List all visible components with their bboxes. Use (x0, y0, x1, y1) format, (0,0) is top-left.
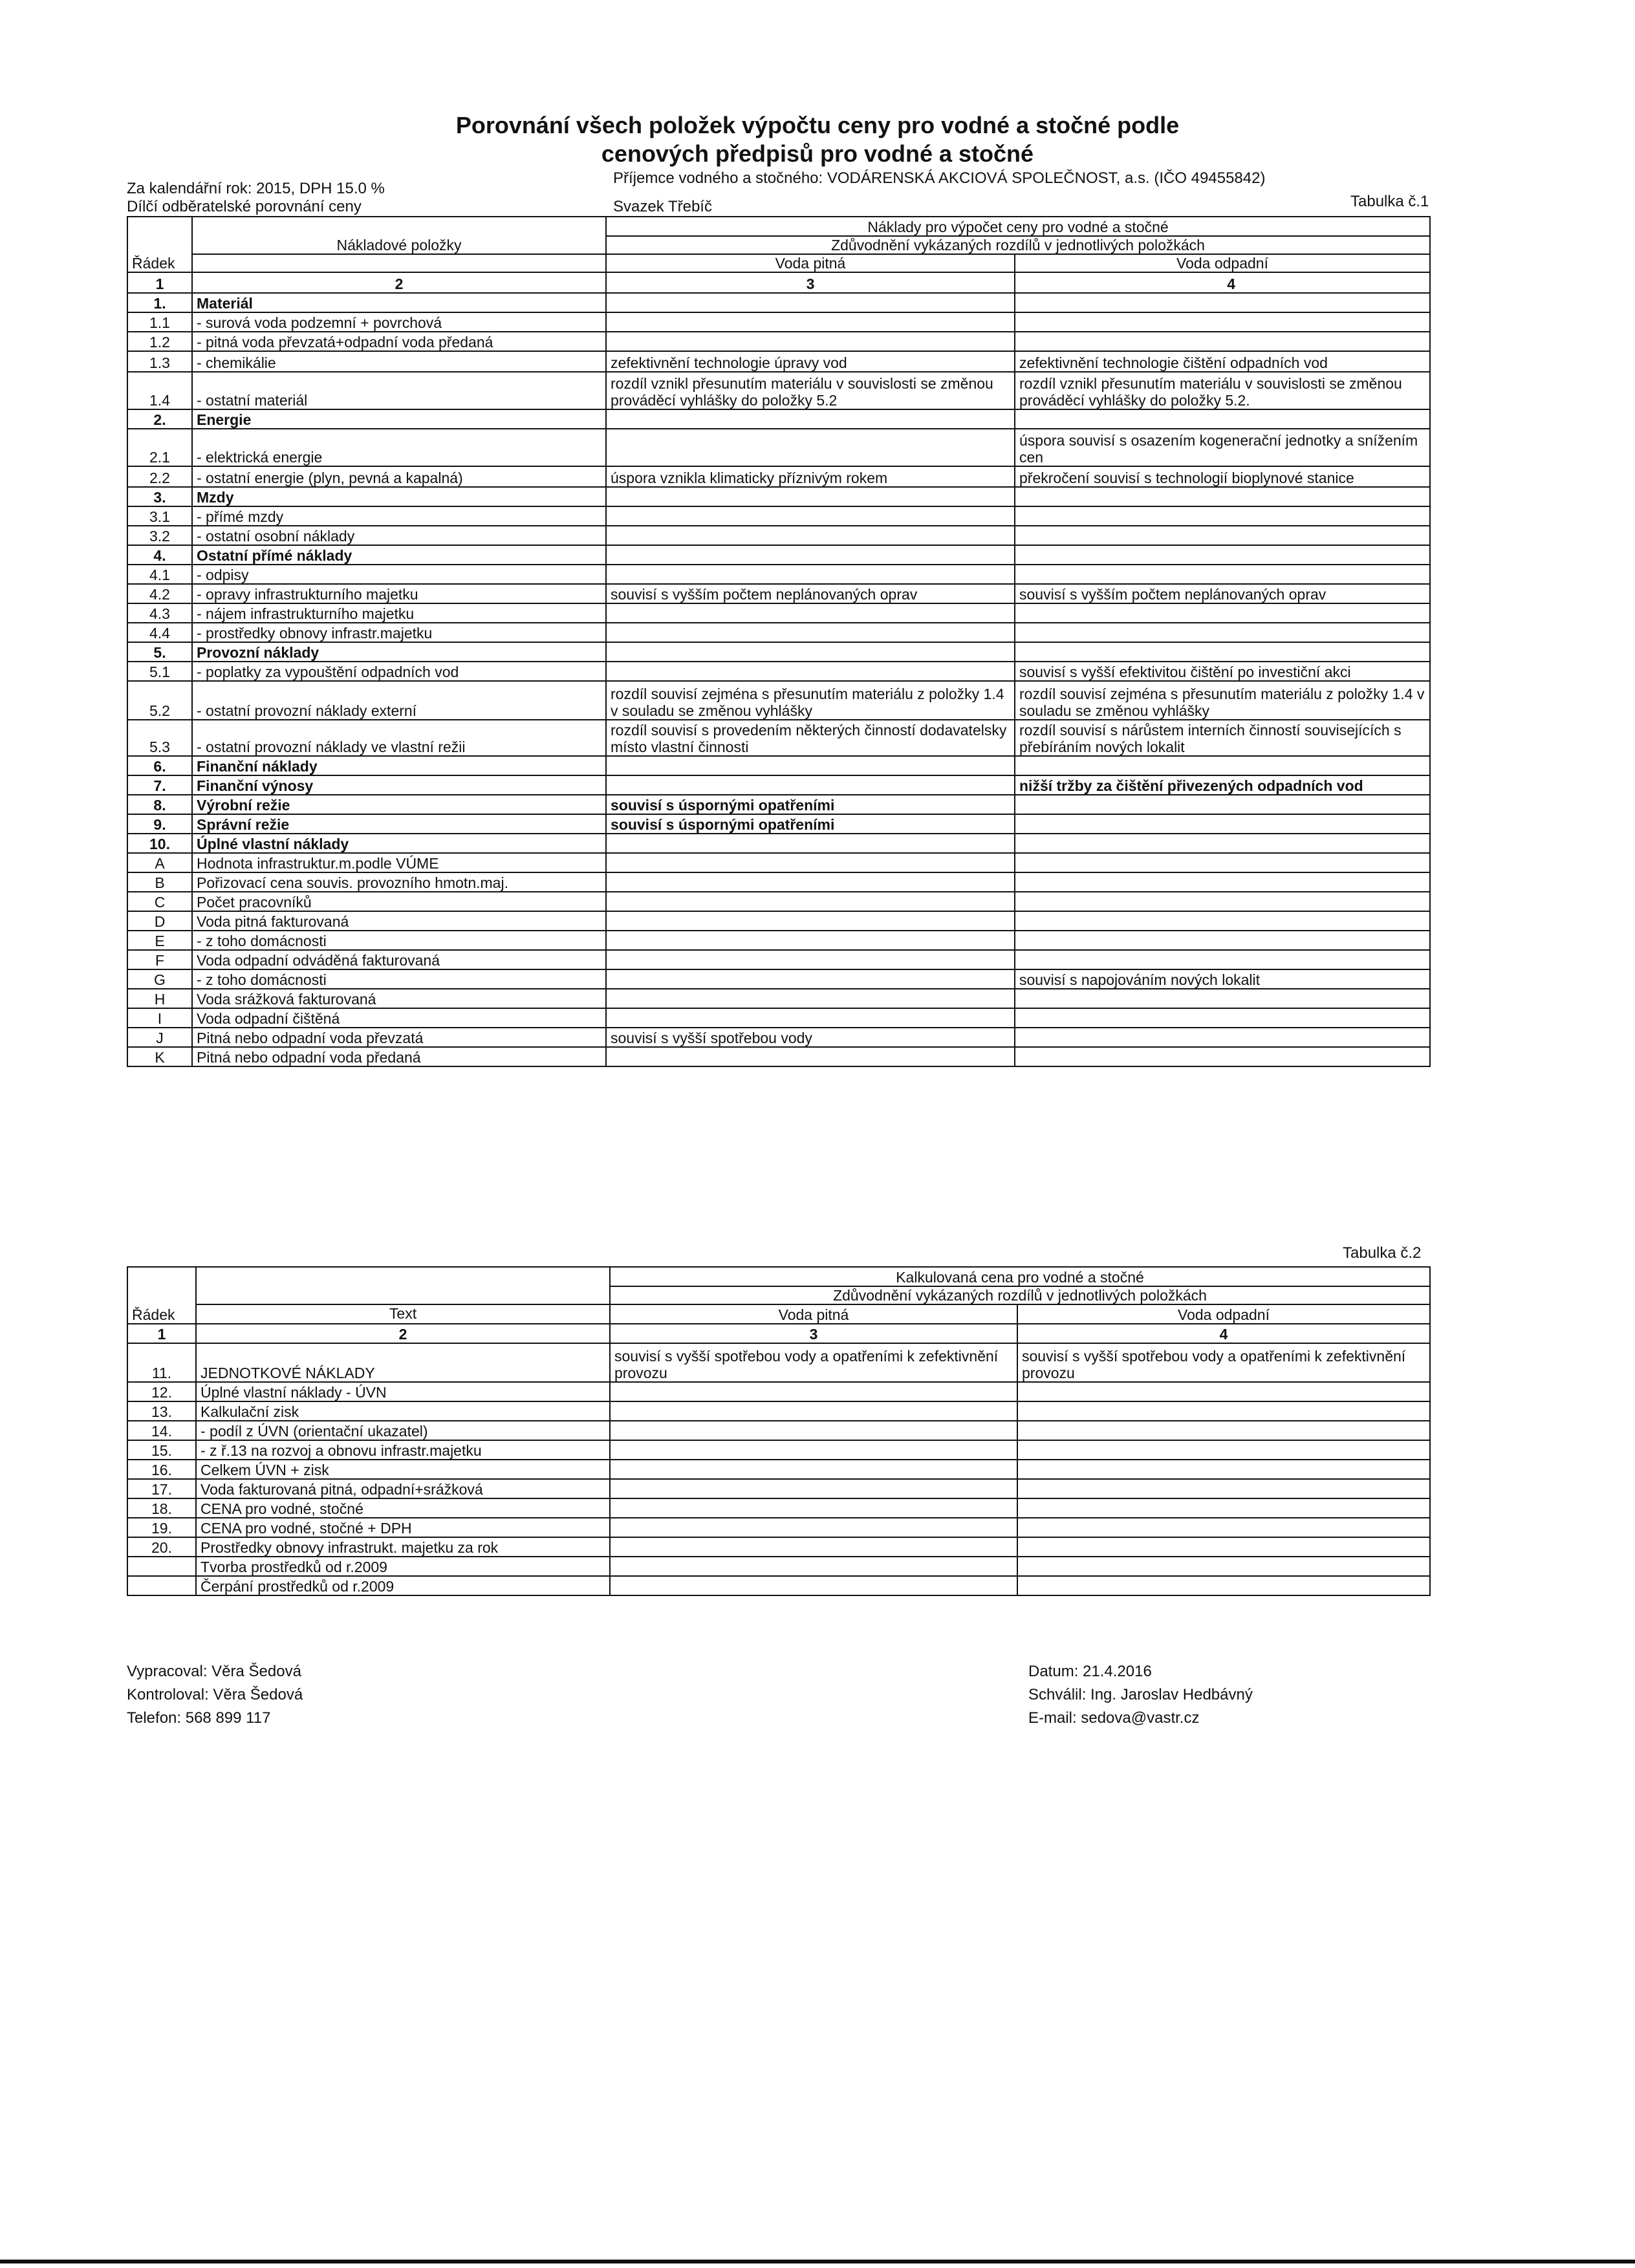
row-label: Voda srážková fakturovaná (192, 989, 606, 1008)
row-label: - z toho domácnosti (192, 969, 606, 989)
row-label: - chemikálie (192, 351, 606, 372)
reason-pitna (606, 603, 1015, 623)
table-row (127, 1537, 1430, 1557)
row-number: 1.3 (127, 351, 192, 372)
cost-items-table (127, 216, 1431, 1067)
table-row (127, 911, 1430, 931)
row-header-cell (127, 217, 192, 272)
reason-odpadni: souvisí s napojováním nových lokalit (1015, 969, 1430, 989)
row-number: 5.3 (127, 720, 192, 756)
reason-odpadni (1015, 872, 1430, 892)
table-row (127, 662, 1430, 681)
row-label: - elektrická energie (192, 429, 606, 466)
reason-pitna: zefektivnění technologie úpravy vod (606, 351, 1015, 372)
row-label: Voda fakturovaná pitná, odpadní+srážková (196, 1479, 610, 1498)
row-label: - přímé mzdy (192, 506, 606, 526)
row-header: Řádek (132, 255, 175, 272)
row-label: Finanční výnosy (192, 775, 606, 795)
row-number: 5. (127, 642, 192, 662)
reason-pitna (610, 1440, 1017, 1460)
row-header: Řádek (132, 1306, 175, 1323)
table-row (127, 487, 1430, 506)
table1-label: Tabulka č.1 (1350, 193, 1429, 210)
row-label: - opravy infrastrukturního majetku (192, 584, 606, 603)
table-row (127, 429, 1430, 466)
items-header-blank (192, 254, 606, 272)
recipient: Příjemce vodného a stočného: VODÁRENSKÁ AKCIOVÁ SPOLEČNOST, a.s. (IČO 49455842) (613, 169, 1266, 187)
row-label: Výrobní režie (192, 795, 606, 814)
reason-odpadni (1017, 1382, 1430, 1401)
row-label: Pitná nebo odpadní voda předaná (192, 1047, 606, 1066)
reason-pitna (606, 969, 1015, 989)
col-number-2: 2 (192, 272, 606, 293)
reason-odpadni: souvisí s vyšším počtem neplánovaných oprav (1015, 584, 1430, 603)
row-number: C (127, 892, 192, 911)
row-number: 15. (127, 1440, 196, 1460)
approved-by: Schválil: Ing. Jaroslav Hedbávný (1028, 1686, 1253, 1703)
reason-odpadni (1015, 1047, 1430, 1066)
table-row (127, 506, 1430, 526)
row-label: Mzdy (192, 487, 606, 506)
reason-pitna (606, 429, 1015, 466)
reason-pitna (610, 1421, 1017, 1440)
email: E-mail: sedova@vastr.cz (1028, 1709, 1200, 1727)
reason-odpadni (1015, 834, 1430, 853)
reason-pitna (610, 1576, 1017, 1595)
reason-odpadni (1017, 1518, 1430, 1537)
reason-odpadni (1015, 623, 1430, 642)
reason-pitna (606, 332, 1015, 351)
reason-odpadni (1017, 1537, 1430, 1557)
row-label: JEDNOTKOVÉ NÁKLADY (196, 1343, 610, 1382)
reason-odpadni: úspora souvisí s osazením kogenerační jednotky a snížením cen (1015, 429, 1430, 466)
table-row (127, 931, 1430, 950)
table-row (127, 1498, 1430, 1518)
row-number: 14. (127, 1421, 196, 1440)
reason-pitna (606, 565, 1015, 584)
table-row (127, 409, 1430, 429)
table-row (127, 1028, 1430, 1047)
table-row (127, 351, 1430, 372)
reason-odpadni (1015, 931, 1430, 950)
table-row (127, 872, 1430, 892)
row-label: Voda odpadní odváděná fakturovaná (192, 950, 606, 969)
table-row (127, 1047, 1430, 1066)
reason-pitna (610, 1498, 1017, 1518)
reason-odpadni (1015, 911, 1430, 931)
reason-odpadni (1017, 1460, 1430, 1479)
table-row (127, 603, 1430, 623)
row-label: Pořizovací cena souvis. provozního hmotn.maj. (192, 872, 606, 892)
pitna-header: Voda pitná (606, 254, 1015, 272)
row-number: 4. (127, 545, 192, 565)
table-row (127, 1518, 1430, 1537)
reason-odpadni: souvisí s vyšší spotřebou vody a opatřeními k zefektivnění provozu (1017, 1343, 1430, 1382)
row-label: Kalkulační zisk (196, 1401, 610, 1421)
reason-odpadni (1015, 814, 1430, 834)
reason-pitna (606, 545, 1015, 565)
scan-edge-line (0, 2260, 1635, 2263)
row-number: 11. (127, 1343, 196, 1382)
table-row (127, 1460, 1430, 1479)
row-label: Hodnota infrastruktur.m.podle VÚME (192, 853, 606, 872)
table-row (127, 584, 1430, 603)
row-number (127, 1557, 196, 1576)
items-header: Nákladové položky (336, 237, 462, 254)
row-number: D (127, 911, 192, 931)
table-row (127, 681, 1430, 720)
reason-odpadni: souvisí s vyšší efektivitou čištění po investiční akci (1015, 662, 1430, 681)
reason-odpadni (1017, 1421, 1430, 1440)
row-number: J (127, 1028, 192, 1047)
checked-by: Kontroloval: Věra Šedová (127, 1686, 303, 1703)
reason-pitna (606, 409, 1015, 429)
col-number-4: 4 (1015, 272, 1430, 293)
reason-pitna (606, 662, 1015, 681)
reason-odpadni: rozdíl souvisí s nárůstem interních činností souvisejících s přebíráním nových lokalit (1015, 720, 1430, 756)
reason-odpadni: zefektivnění technologie čištění odpadních vod (1015, 351, 1430, 372)
table-row (127, 1421, 1430, 1440)
reason-pitna (606, 756, 1015, 775)
calculated-price-table (127, 1266, 1431, 1596)
row-label: CENA pro vodné, stočné (196, 1498, 610, 1518)
row-label: - ostatní materiál (192, 372, 606, 409)
reason-pitna (606, 1047, 1015, 1066)
table-row (127, 775, 1430, 795)
row-number: 19. (127, 1518, 196, 1537)
district: Svazek Třebíč (613, 198, 712, 215)
reason-pitna (606, 853, 1015, 872)
reason-pitna: rozdíl souvisí s provedením některých činností dodavatelsky místo vlastní činnosti (606, 720, 1015, 756)
reason-odpadni: překročení souvisí s technologií bioplynové stanice (1015, 466, 1430, 487)
row-label: - ostatní energie (plyn, pevná a kapalná) (192, 466, 606, 487)
text-header-spacer (196, 1267, 610, 1304)
row-label: - ostatní osobní náklady (192, 526, 606, 545)
table-row (127, 1382, 1430, 1401)
reason-odpadni (1015, 565, 1430, 584)
row-label: Materiál (192, 293, 606, 312)
reason-pitna (610, 1401, 1017, 1421)
row-number: 4.4 (127, 623, 192, 642)
row-number: 1.4 (127, 372, 192, 409)
reason-odpadni (1015, 312, 1430, 332)
row-number: 13. (127, 1401, 196, 1421)
reason-odpadni: rozdíl souvisí zejména s přesunutím materiálu z položky 1.4 v souladu se změnou vyhlášky (1015, 681, 1430, 720)
phone: Telefon: 568 899 117 (127, 1709, 271, 1727)
row-label: Celkem ÚVN + zisk (196, 1460, 610, 1479)
row-label: - nájem infrastrukturního majetku (192, 603, 606, 623)
row-label: Voda pitná fakturovaná (192, 911, 606, 931)
row-number: 5.1 (127, 662, 192, 681)
table-row (127, 834, 1430, 853)
top-header: Náklady pro výpočet ceny pro vodné a stočné (606, 217, 1430, 236)
row-label: - ostatní provozní náklady externí (192, 681, 606, 720)
row-number: G (127, 969, 192, 989)
row-number: 3.1 (127, 506, 192, 526)
row-label: Pitná nebo odpadní voda převzatá (192, 1028, 606, 1047)
row-number: E (127, 931, 192, 950)
table-row (127, 1557, 1430, 1576)
table-row (127, 969, 1430, 989)
row-number: I (127, 1008, 192, 1028)
row-number: 4.2 (127, 584, 192, 603)
reason-pitna (610, 1460, 1017, 1479)
table-row (127, 545, 1430, 565)
col-number-3: 3 (610, 1324, 1017, 1343)
reason-pitna (610, 1518, 1017, 1537)
odpadni-header: Voda odpadní (1015, 254, 1430, 272)
reason-pitna: souvisí s úspornými opatřeními (606, 814, 1015, 834)
top-header: Kalkulovaná cena pro vodné a stočné (610, 1267, 1430, 1286)
reason-pitna (610, 1479, 1017, 1498)
table-row (127, 293, 1430, 312)
reason-pitna (606, 872, 1015, 892)
table-row (127, 720, 1430, 756)
row-label: - poplatky za vypouštění odpadních vod (192, 662, 606, 681)
row-number: 8. (127, 795, 192, 814)
table-row (127, 1401, 1430, 1421)
reason-pitna: rozdíl vznikl přesunutím materiálu v souvislosti se změnou prováděcí vyhlášky do položky 5.2 (606, 372, 1015, 409)
row-label: - prostředky obnovy infrastr.majetku (192, 623, 606, 642)
reason-odpadni (1015, 756, 1430, 775)
col-number-2: 2 (196, 1324, 610, 1343)
table-row (127, 466, 1430, 487)
reason-odpadni: rozdíl vznikl přesunutím materiálu v souvislosti se změnou prováděcí vyhlášky do položky 5.2. (1015, 372, 1430, 409)
table-row (127, 795, 1430, 814)
reason-pitna: úspora vznikla klimaticky příznivým rokem (606, 466, 1015, 487)
reason-pitna: souvisí s úspornými opatřeními (606, 795, 1015, 814)
row-number: 4.1 (127, 565, 192, 584)
row-number: 9. (127, 814, 192, 834)
reason-odpadni (1015, 603, 1430, 623)
reason-pitna (606, 623, 1015, 642)
row-number: 7. (127, 775, 192, 795)
row-number: 6. (127, 756, 192, 775)
row-number: 20. (127, 1537, 196, 1557)
reason-pitna (606, 1008, 1015, 1028)
table-row (127, 950, 1430, 969)
reason-odpadni (1015, 1028, 1430, 1047)
reason-odpadni (1015, 526, 1430, 545)
row-number: B (127, 872, 192, 892)
reason-odpadni (1015, 853, 1430, 872)
reason-odpadni (1015, 506, 1430, 526)
row-label: Počet pracovníků (192, 892, 606, 911)
reason-odpadni (1015, 642, 1430, 662)
reason-odpadni (1017, 1557, 1430, 1576)
reason-odpadni (1015, 795, 1430, 814)
reason-pitna (606, 892, 1015, 911)
reason-odpadni (1015, 989, 1430, 1008)
text-header: Text (196, 1304, 610, 1324)
items-header-cell (192, 217, 606, 254)
row-number: 1.2 (127, 332, 192, 351)
row-label: Správní režie (192, 814, 606, 834)
reason-pitna (606, 989, 1015, 1008)
table-row (127, 756, 1430, 775)
prepared-by: Vypracoval: Věra Šedová (127, 1663, 301, 1680)
row-label: - podíl z ÚVN (orientační ukazatel) (196, 1421, 610, 1440)
reason-odpadni (1015, 1008, 1430, 1028)
reason-pitna (606, 312, 1015, 332)
row-label: - z toho domácnosti (192, 931, 606, 950)
reason-pitna (606, 950, 1015, 969)
table-row (127, 1576, 1430, 1595)
reason-pitna (606, 293, 1015, 312)
table-row (127, 565, 1430, 584)
row-number: K (127, 1047, 192, 1066)
row-label: CENA pro vodné, stočné + DPH (196, 1518, 610, 1537)
row-number: 2.1 (127, 429, 192, 466)
table-row (127, 1440, 1430, 1460)
reason-header: Zdůvodnění vykázaných rozdílů v jednotlivých položkách (606, 236, 1430, 254)
subtitle-left: Dílčí odběratelské porovnání ceny (127, 198, 362, 215)
row-label: - ostatní provozní náklady ve vlastní režii (192, 720, 606, 756)
row-number: 10. (127, 834, 192, 853)
reason-pitna (606, 526, 1015, 545)
reason-pitna (610, 1537, 1017, 1557)
reason-pitna: souvisí s vyšší spotřebou vody a opatřeními k zefektivnění provozu (610, 1343, 1017, 1382)
table-row (127, 642, 1430, 662)
reason-pitna (606, 775, 1015, 795)
row-number: 4.3 (127, 603, 192, 623)
reason-pitna (610, 1557, 1017, 1576)
row-number: 2. (127, 409, 192, 429)
table-row (127, 332, 1430, 351)
table-row (127, 1343, 1430, 1382)
row-label: Energie (192, 409, 606, 429)
reason-pitna (606, 487, 1015, 506)
reason-odpadni (1017, 1479, 1430, 1498)
reason-odpadni (1015, 892, 1430, 911)
row-label: - surová voda podzemní + povrchová (192, 312, 606, 332)
reason-odpadni (1015, 487, 1430, 506)
table2-label: Tabulka č.2 (1343, 1244, 1422, 1262)
row-number: 5.2 (127, 681, 192, 720)
row-header-cell (127, 1267, 196, 1324)
row-label: Provozní náklady (192, 642, 606, 662)
table-row (127, 623, 1430, 642)
row-label: Voda odpadní čištěná (192, 1008, 606, 1028)
reason-odpadni: nižší tržby za čištění přivezených odpadních vod (1015, 775, 1430, 795)
row-label: - z ř.13 na rozvoj a obnovu infrastr.majetku (196, 1440, 610, 1460)
row-label: - odpisy (192, 565, 606, 584)
reason-pitna (606, 911, 1015, 931)
table-row (127, 892, 1430, 911)
row-number: 18. (127, 1498, 196, 1518)
row-number: 3.2 (127, 526, 192, 545)
row-label: Úplné vlastní náklady - ÚVN (196, 1382, 610, 1401)
reason-odpadni (1017, 1401, 1430, 1421)
row-number: F (127, 950, 192, 969)
reason-odpadni (1015, 409, 1430, 429)
row-label: Finanční náklady (192, 756, 606, 775)
row-number: 2.2 (127, 466, 192, 487)
reason-pitna (606, 506, 1015, 526)
title-line-1: Porovnání všech položek výpočtu ceny pro vodné a stočné podle (455, 112, 1180, 138)
row-number: 17. (127, 1479, 196, 1498)
row-label: Tvorba prostředků od r.2009 (196, 1557, 610, 1576)
table-row (127, 312, 1430, 332)
reason-pitna (606, 642, 1015, 662)
row-label: Čerpání prostředků od r.2009 (196, 1576, 610, 1595)
col-number-1: 1 (127, 272, 192, 293)
reason-odpadni (1015, 332, 1430, 351)
row-number: 1.1 (127, 312, 192, 332)
date: Datum: 21.4.2016 (1028, 1663, 1152, 1680)
reason-odpadni (1017, 1576, 1430, 1595)
table-row (127, 526, 1430, 545)
reason-odpadni (1015, 950, 1430, 969)
reason-header: Zdůvodnění vykázaných rozdílů v jednotlivých položkách (610, 1286, 1430, 1304)
pitna-header: Voda pitná (610, 1304, 1017, 1324)
reason-pitna (610, 1382, 1017, 1401)
row-label: Ostatní přímé náklady (192, 545, 606, 565)
reason-odpadni (1015, 293, 1430, 312)
row-number: 1. (127, 293, 192, 312)
reason-odpadni (1015, 545, 1430, 565)
title-line-2: cenových předpisů pro vodné a stočné (601, 140, 1034, 167)
row-number: 12. (127, 1382, 196, 1401)
year-line: Za kalendářní rok: 2015, DPH 15.0 % (127, 180, 385, 197)
row-number: H (127, 989, 192, 1008)
row-number (127, 1576, 196, 1595)
row-number: 3. (127, 487, 192, 506)
table-row (127, 1008, 1430, 1028)
col-number-1: 1 (127, 1324, 196, 1343)
reason-odpadni (1017, 1440, 1430, 1460)
table-row (127, 1479, 1430, 1498)
row-number: A (127, 853, 192, 872)
col-number-3: 3 (606, 272, 1015, 293)
document-title (0, 111, 1635, 168)
row-label: Úplné vlastní náklady (192, 834, 606, 853)
reason-pitna: souvisí s vyšším počtem neplánovaných oprav (606, 584, 1015, 603)
row-number: 16. (127, 1460, 196, 1479)
col-number-4: 4 (1017, 1324, 1430, 1343)
reason-odpadni (1017, 1498, 1430, 1518)
table-row (127, 853, 1430, 872)
table-row (127, 372, 1430, 409)
row-label: Prostředky obnovy infrastrukt. majetku za rok (196, 1537, 610, 1557)
reason-pitna: souvisí s vyšší spotřebou vody (606, 1028, 1015, 1047)
table-row (127, 989, 1430, 1008)
odpadni-header: Voda odpadní (1017, 1304, 1430, 1324)
reason-pitna (606, 931, 1015, 950)
table-row (127, 814, 1430, 834)
reason-pitna (606, 834, 1015, 853)
row-label: - pitná voda převzatá+odpadní voda předaná (192, 332, 606, 351)
reason-pitna: rozdíl souvisí zejména s přesunutím materiálu z položky 1.4 v souladu se změnou vyhlášky (606, 681, 1015, 720)
